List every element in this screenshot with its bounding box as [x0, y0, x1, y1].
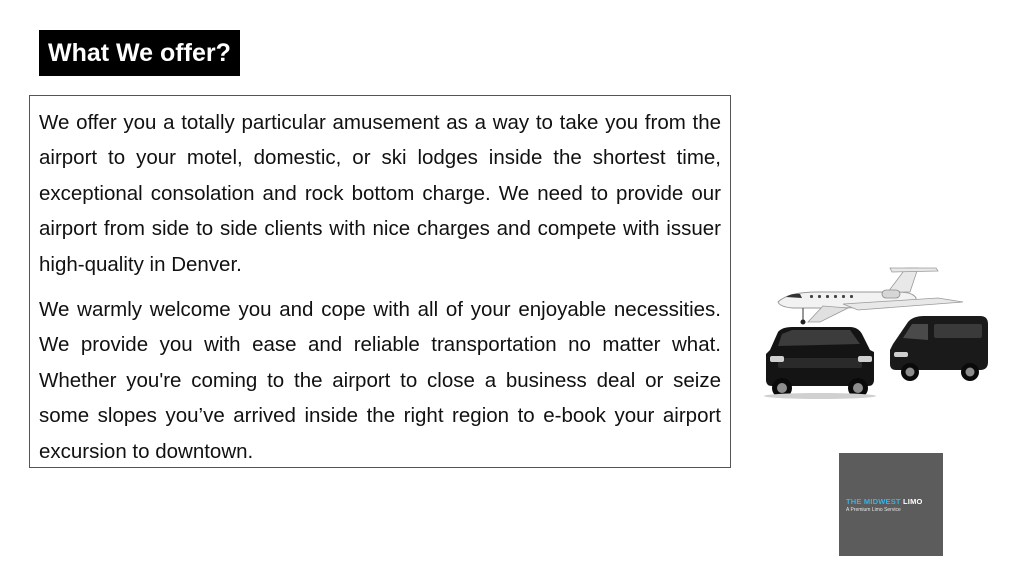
black-van-icon: [890, 316, 988, 381]
logo-name-part1: THE MIDWEST: [846, 497, 901, 506]
company-logo: [839, 453, 943, 556]
paragraph-1: We offer you a totally particular amusement as a way to take you from the airport to your motel, domestic, or ski lodges inside the shortest time, exceptional consolation and rock bottom charge. We need to provide our airport from side to side clients with nice charges and compete with issuer high-quality in Denver.: [39, 111, 721, 276]
vehicles-image: [748, 262, 998, 402]
text-box: [29, 95, 731, 468]
paragraph-2: We warmly welcome you and cope with all of your enjoyable necessities. We provide you with ease and reliable transportation no matter what. Whether you're coming to the airport to close a business deal or seize some slopes you’ve arrived inside the right region to e-book your airport excursion to downtown.: [39, 298, 721, 463]
logo-name-part2: LIMO: [903, 497, 923, 506]
logo-name: [846, 497, 923, 506]
logo-tagline: A Premium Limo Service: [846, 507, 901, 513]
slide-title: What We offer?: [39, 30, 240, 76]
black-suv-icon: [764, 327, 876, 399]
